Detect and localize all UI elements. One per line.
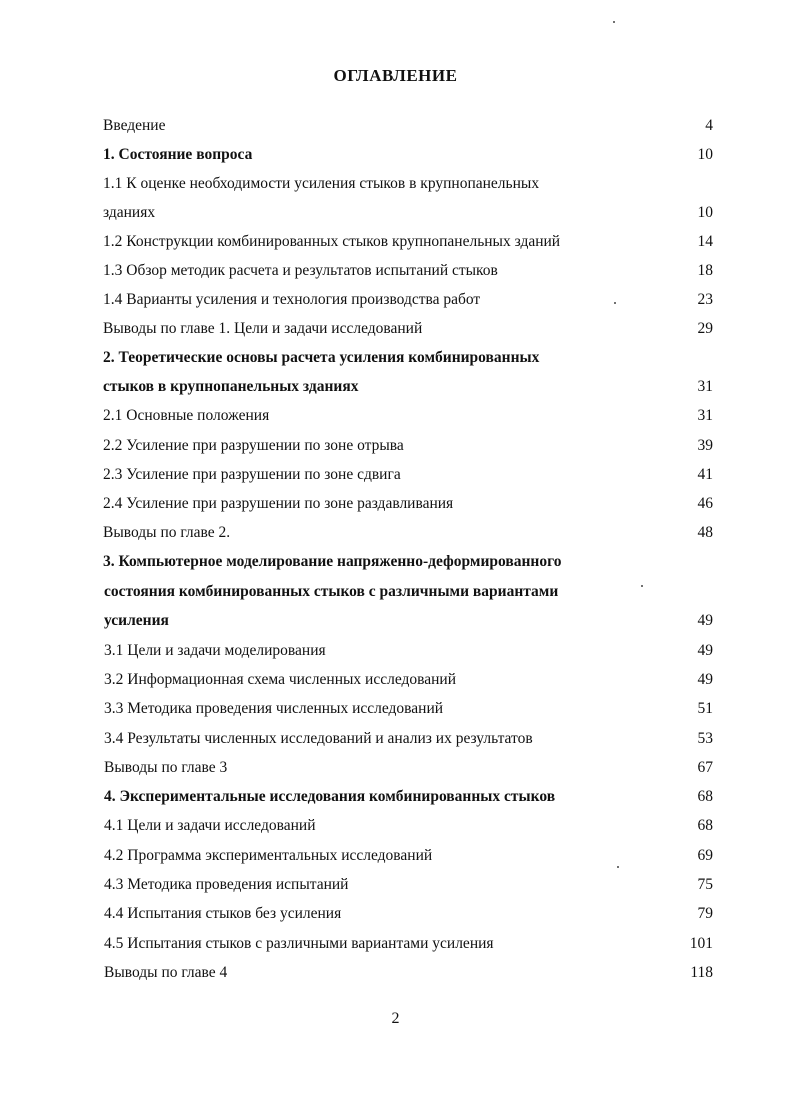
toc-entry-title: 2.4 Усиление при разрушении по зоне раздавливания xyxy=(103,495,454,512)
toc-entry-title: 4. Экспериментальные исследования комбинированных стыков xyxy=(104,788,556,805)
toc-entry-page: 67 xyxy=(697,759,713,776)
toc-entry xyxy=(0,314,791,343)
toc-entry xyxy=(0,256,791,285)
scan-speck xyxy=(613,21,615,23)
toc-entry xyxy=(0,518,791,547)
toc-entry xyxy=(0,460,791,489)
toc-entry xyxy=(0,169,791,198)
toc-entry-page: 41 xyxy=(697,466,713,483)
toc-entry-page: 79 xyxy=(697,905,713,922)
toc-entry xyxy=(0,870,791,899)
toc-entry xyxy=(0,694,791,723)
toc-entry-page: 10 xyxy=(697,204,713,221)
toc-entry-title: 4.3 Методика проведения испытаний xyxy=(104,876,349,893)
page-number: 2 xyxy=(391,1010,400,1027)
toc-entry xyxy=(0,606,791,635)
toc-entry xyxy=(0,227,791,256)
toc-entry xyxy=(0,577,791,606)
toc-entry-page: 46 xyxy=(697,495,713,512)
toc-entry-title: 3.3 Методика проведения численных исследований xyxy=(104,700,444,717)
toc-entry-title: 3.4 Результаты численных исследований и анализ их результатов xyxy=(104,730,533,747)
toc-entry xyxy=(0,547,791,576)
toc-entry-title: 2.2 Усиление при разрушении по зоне отрыва xyxy=(103,437,404,454)
toc-entry-page: 31 xyxy=(697,407,713,424)
toc-entry-page: 75 xyxy=(697,876,713,893)
toc-entry-page: 118 xyxy=(690,964,713,981)
toc-entry-title: 4.5 Испытания стыков с различными вариантами усиления xyxy=(104,935,494,952)
toc-entry-page: 10 xyxy=(697,146,713,163)
toc-entry xyxy=(0,140,791,169)
toc-entry-page: 23 xyxy=(697,291,713,308)
toc-entry xyxy=(0,841,791,870)
toc-entry-title: Выводы по главе 4 xyxy=(104,964,228,981)
toc-entry-title: 4.4 Испытания стыков без усиления xyxy=(104,905,342,922)
toc-entry-title: 1. Состояние вопроса xyxy=(103,146,253,163)
toc-entry-title: 1.2 Конструкции комбинированных стыков крупнопанельных зданий xyxy=(103,233,561,250)
toc-entry xyxy=(0,343,791,372)
toc-entry xyxy=(0,899,791,928)
toc-entry-title: состояния комбинированных стыков с различными вариантами xyxy=(104,583,559,600)
toc-entry-page: 101 xyxy=(689,935,713,952)
page-title: ОГЛАВЛЕНИЕ xyxy=(333,66,458,85)
toc-entry-page: 49 xyxy=(697,671,713,688)
toc-entry xyxy=(0,285,791,314)
toc-entry-title: стыков в крупнопанельных зданиях xyxy=(103,378,359,395)
scan-speck xyxy=(614,302,616,304)
toc-entry-title: 3.1 Цели и задачи моделирования xyxy=(104,642,326,659)
toc-entry-title: 3.2 Информационная схема численных исследований xyxy=(104,671,457,688)
toc-entry-title: усиления xyxy=(104,612,169,629)
toc-entry-title: Введение xyxy=(103,117,166,134)
toc-entry xyxy=(0,782,791,811)
toc-entry xyxy=(0,929,791,958)
toc-entry-title: 2.3 Усиление при разрушении по зоне сдвига xyxy=(103,466,401,483)
toc-entry-page: 49 xyxy=(697,642,713,659)
toc-entry-page: 69 xyxy=(697,847,713,864)
toc-entry-title: Выводы по главе 3 xyxy=(104,759,228,776)
toc-entry-page: 49 xyxy=(697,612,713,629)
toc-entry-page: 51 xyxy=(697,700,713,717)
toc-entry-page: 53 xyxy=(697,730,713,747)
toc-entry-title: Выводы по главе 1. Цели и задачи исследований xyxy=(103,320,423,337)
toc-entry xyxy=(0,724,791,753)
toc-entry-title: зданиях xyxy=(103,204,156,221)
toc-entry-page: 18 xyxy=(697,262,713,279)
toc-entry xyxy=(0,111,791,140)
toc-entry-page: 29 xyxy=(697,320,713,337)
toc-entry-title: 2.1 Основные положения xyxy=(103,407,270,424)
toc-entry-page: 31 xyxy=(697,378,713,395)
toc-entry-page: 68 xyxy=(697,817,713,834)
toc-entry xyxy=(0,636,791,665)
toc-entry-title: 3. Компьютерное моделирование напряженно-деформированного xyxy=(103,553,562,570)
toc-entry-title: 1.3 Обзор методик расчета и результатов испытаний стыков xyxy=(103,262,498,279)
toc-entry xyxy=(0,198,791,227)
toc-entry-title: 4.2 Программа экспериментальных исследований xyxy=(104,847,433,864)
scan-speck xyxy=(641,585,643,587)
toc-entry-title: 1.4 Варианты усиления и технология производства работ xyxy=(103,291,481,308)
toc-entry-page: 39 xyxy=(697,437,713,454)
toc-entry xyxy=(0,489,791,518)
scan-speck xyxy=(617,866,619,868)
toc-entry xyxy=(0,753,791,782)
toc-entry-page: 68 xyxy=(697,788,713,805)
toc-entry xyxy=(0,811,791,840)
toc-entry xyxy=(0,431,791,460)
toc-entry-page: 48 xyxy=(697,524,713,541)
toc-entry-title: 1.1 К оценке необходимости усиления стыков в крупнопанельных xyxy=(103,175,540,192)
toc-entry-title: 4.1 Цели и задачи исследований xyxy=(104,817,316,834)
toc-entry-title: 2. Теоретические основы расчета усиления комбинированных xyxy=(103,349,540,366)
toc-entry xyxy=(0,372,791,401)
toc-entry-title: Выводы по главе 2. xyxy=(103,524,231,541)
toc-entry xyxy=(0,401,791,430)
toc-entry xyxy=(0,958,791,987)
toc-entry xyxy=(0,665,791,694)
toc-entry-page: 4 xyxy=(705,117,713,134)
toc-entry-page: 14 xyxy=(697,233,713,250)
